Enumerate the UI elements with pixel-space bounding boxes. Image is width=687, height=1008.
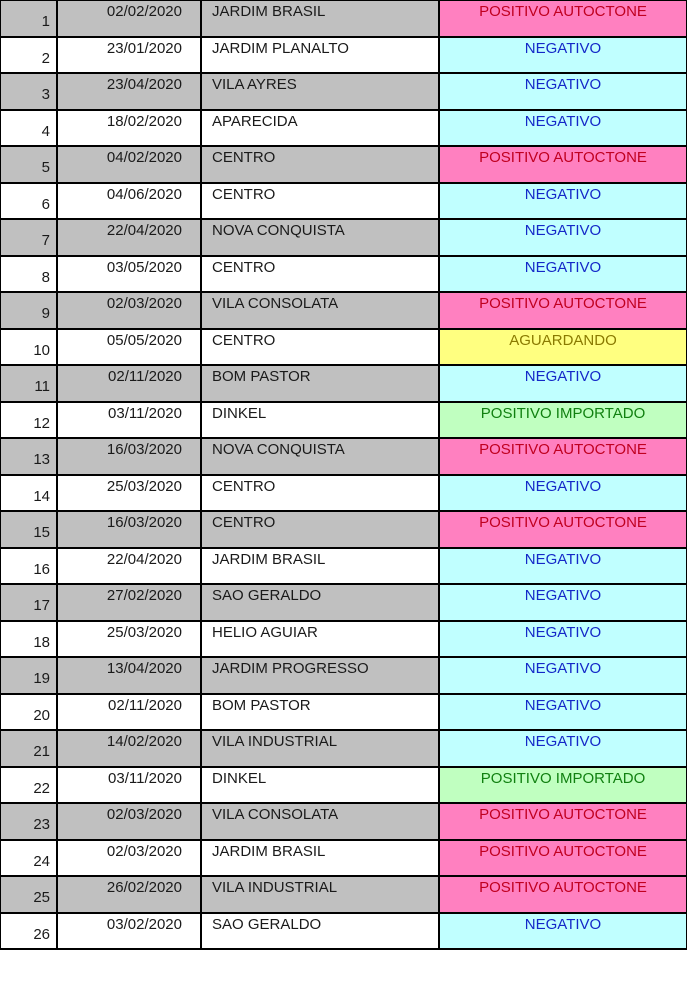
result-cell[interactable]: AGUARDANDO [439,329,687,366]
table-row [0,584,687,621]
date-cell[interactable]: 13/04/2020 [57,657,201,694]
row-number-cell[interactable]: 10 [0,329,57,366]
date-cell[interactable]: 16/03/2020 [57,438,201,475]
table-row [0,402,687,439]
date-cell[interactable]: 02/11/2020 [57,694,201,731]
result-cell[interactable]: NEGATIVO [439,183,687,220]
date-cell[interactable]: 25/03/2020 [57,475,201,512]
row-number-cell[interactable]: 12 [0,402,57,439]
neighborhood-cell[interactable]: BOM PASTOR [201,694,439,731]
neighborhood-cell[interactable]: JARDIM BRASIL [201,0,439,37]
neighborhood-cell[interactable]: CENTRO [201,329,439,366]
result-cell[interactable]: POSITIVO AUTOCTONE [439,146,687,183]
date-cell[interactable]: 02/03/2020 [57,803,201,840]
result-cell[interactable]: NEGATIVO [439,621,687,658]
neighborhood-cell[interactable]: JARDIM BRASIL [201,840,439,877]
date-cell[interactable]: 05/05/2020 [57,329,201,366]
neighborhood-cell[interactable]: CENTRO [201,511,439,548]
table-row [0,73,687,110]
neighborhood-cell[interactable]: CENTRO [201,146,439,183]
date-cell[interactable]: 14/02/2020 [57,730,201,767]
result-cell[interactable]: POSITIVO AUTOCTONE [439,438,687,475]
neighborhood-cell[interactable]: HELIO AGUIAR [201,621,439,658]
result-cell[interactable]: POSITIVO AUTOCTONE [439,292,687,329]
date-cell[interactable]: 22/04/2020 [57,548,201,585]
neighborhood-cell[interactable]: DINKEL [201,402,439,439]
result-cell[interactable]: NEGATIVO [439,548,687,585]
row-number-cell[interactable]: 14 [0,475,57,512]
table-row [0,256,687,293]
date-cell[interactable]: 03/11/2020 [57,767,201,804]
row-number-cell[interactable]: 17 [0,584,57,621]
row-number-cell[interactable]: 8 [0,256,57,293]
row-number-cell[interactable]: 4 [0,110,57,147]
neighborhood-cell[interactable]: BOM PASTOR [201,365,439,402]
result-cell[interactable]: NEGATIVO [439,365,687,402]
date-cell[interactable]: 16/03/2020 [57,511,201,548]
date-cell[interactable]: 03/11/2020 [57,402,201,439]
row-number-cell[interactable]: 5 [0,146,57,183]
result-cell[interactable]: POSITIVO AUTOCTONE [439,0,687,37]
table-row [0,621,687,658]
result-cell[interactable]: NEGATIVO [439,694,687,731]
result-cell[interactable]: POSITIVO IMPORTADO [439,402,687,439]
table-row [0,730,687,767]
neighborhood-cell[interactable]: SAO GERALDO [201,584,439,621]
result-cell[interactable]: NEGATIVO [439,584,687,621]
table-row [0,840,687,877]
neighborhood-cell[interactable]: VILA INDUSTRIAL [201,730,439,767]
neighborhood-cell[interactable]: JARDIM BRASIL [201,548,439,585]
neighborhood-cell[interactable]: APARECIDA [201,110,439,147]
result-cell[interactable]: NEGATIVO [439,73,687,110]
result-cell[interactable]: NEGATIVO [439,110,687,147]
table-row [0,511,687,548]
neighborhood-cell[interactable]: VILA CONSOLATA [201,803,439,840]
row-number-cell[interactable]: 20 [0,694,57,731]
neighborhood-cell[interactable]: NOVA CONQUISTA [201,438,439,475]
neighborhood-cell[interactable]: JARDIM PLANALTO [201,37,439,74]
table-row [0,767,687,804]
table-row [0,0,687,37]
result-cell[interactable]: NEGATIVO [439,730,687,767]
table-row [0,694,687,731]
date-cell[interactable]: 04/06/2020 [57,183,201,220]
date-cell[interactable]: 03/05/2020 [57,256,201,293]
table-row [0,657,687,694]
date-cell[interactable]: 23/01/2020 [57,37,201,74]
neighborhood-cell[interactable]: JARDIM PROGRESSO [201,657,439,694]
row-number-cell[interactable]: 23 [0,803,57,840]
neighborhood-cell[interactable]: CENTRO [201,183,439,220]
table-row [0,475,687,512]
row-number-cell[interactable]: 13 [0,438,57,475]
row-number-cell[interactable]: 3 [0,73,57,110]
table-row [0,292,687,329]
date-cell[interactable]: 02/11/2020 [57,365,201,402]
neighborhood-cell[interactable]: NOVA CONQUISTA [201,219,439,256]
table-row [0,548,687,585]
row-number-cell[interactable]: 1 [0,0,57,37]
table-row [0,365,687,402]
table-row [0,183,687,220]
result-cell[interactable]: NEGATIVO [439,219,687,256]
result-cell[interactable]: POSITIVO IMPORTADO [439,767,687,804]
neighborhood-cell[interactable]: CENTRO [201,475,439,512]
row-number-cell[interactable]: 22 [0,767,57,804]
date-cell[interactable]: 03/02/2020 [57,913,201,950]
table-row [0,913,687,950]
result-cell[interactable]: NEGATIVO [439,256,687,293]
row-number-cell[interactable]: 26 [0,913,57,950]
row-number-cell[interactable]: 9 [0,292,57,329]
table-row [0,329,687,366]
date-cell[interactable]: 18/02/2020 [57,110,201,147]
date-cell[interactable]: 23/04/2020 [57,73,201,110]
row-number-cell[interactable]: 18 [0,621,57,658]
row-number-cell[interactable]: 2 [0,37,57,74]
neighborhood-cell[interactable]: SAO GERALDO [201,913,439,950]
row-number-cell[interactable]: 11 [0,365,57,402]
result-cell[interactable]: NEGATIVO [439,913,687,950]
date-cell[interactable]: 02/02/2020 [57,0,201,37]
row-number-cell[interactable]: 24 [0,840,57,877]
row-number-cell[interactable]: 6 [0,183,57,220]
table-row [0,876,687,913]
date-cell[interactable]: 25/03/2020 [57,621,201,658]
neighborhood-cell[interactable]: CENTRO [201,256,439,293]
result-cell[interactable]: POSITIVO AUTOCTONE [439,803,687,840]
table-row [0,438,687,475]
result-cell[interactable]: NEGATIVO [439,37,687,74]
date-cell[interactable]: 04/02/2020 [57,146,201,183]
result-cell[interactable]: POSITIVO AUTOCTONE [439,876,687,913]
table-row [0,803,687,840]
table-row [0,219,687,256]
row-number-cell[interactable]: 21 [0,730,57,767]
neighborhood-cell[interactable]: VILA AYRES [201,73,439,110]
row-number-cell[interactable]: 19 [0,657,57,694]
table-row [0,110,687,147]
neighborhood-cell[interactable]: VILA CONSOLATA [201,292,439,329]
row-number-cell[interactable]: 25 [0,876,57,913]
table-row [0,146,687,183]
date-cell[interactable]: 02/03/2020 [57,840,201,877]
date-cell[interactable]: 26/02/2020 [57,876,201,913]
neighborhood-cell[interactable]: VILA INDUSTRIAL [201,876,439,913]
result-cell[interactable]: NEGATIVO [439,475,687,512]
row-number-cell[interactable]: 16 [0,548,57,585]
date-cell[interactable]: 02/03/2020 [57,292,201,329]
row-number-cell[interactable]: 7 [0,219,57,256]
neighborhood-cell[interactable]: DINKEL [201,767,439,804]
date-cell[interactable]: 22/04/2020 [57,219,201,256]
table-row [0,37,687,74]
result-cell[interactable]: POSITIVO AUTOCTONE [439,511,687,548]
date-cell[interactable]: 27/02/2020 [57,584,201,621]
row-number-cell[interactable]: 15 [0,511,57,548]
result-cell[interactable]: POSITIVO AUTOCTONE [439,840,687,877]
result-cell[interactable]: NEGATIVO [439,657,687,694]
